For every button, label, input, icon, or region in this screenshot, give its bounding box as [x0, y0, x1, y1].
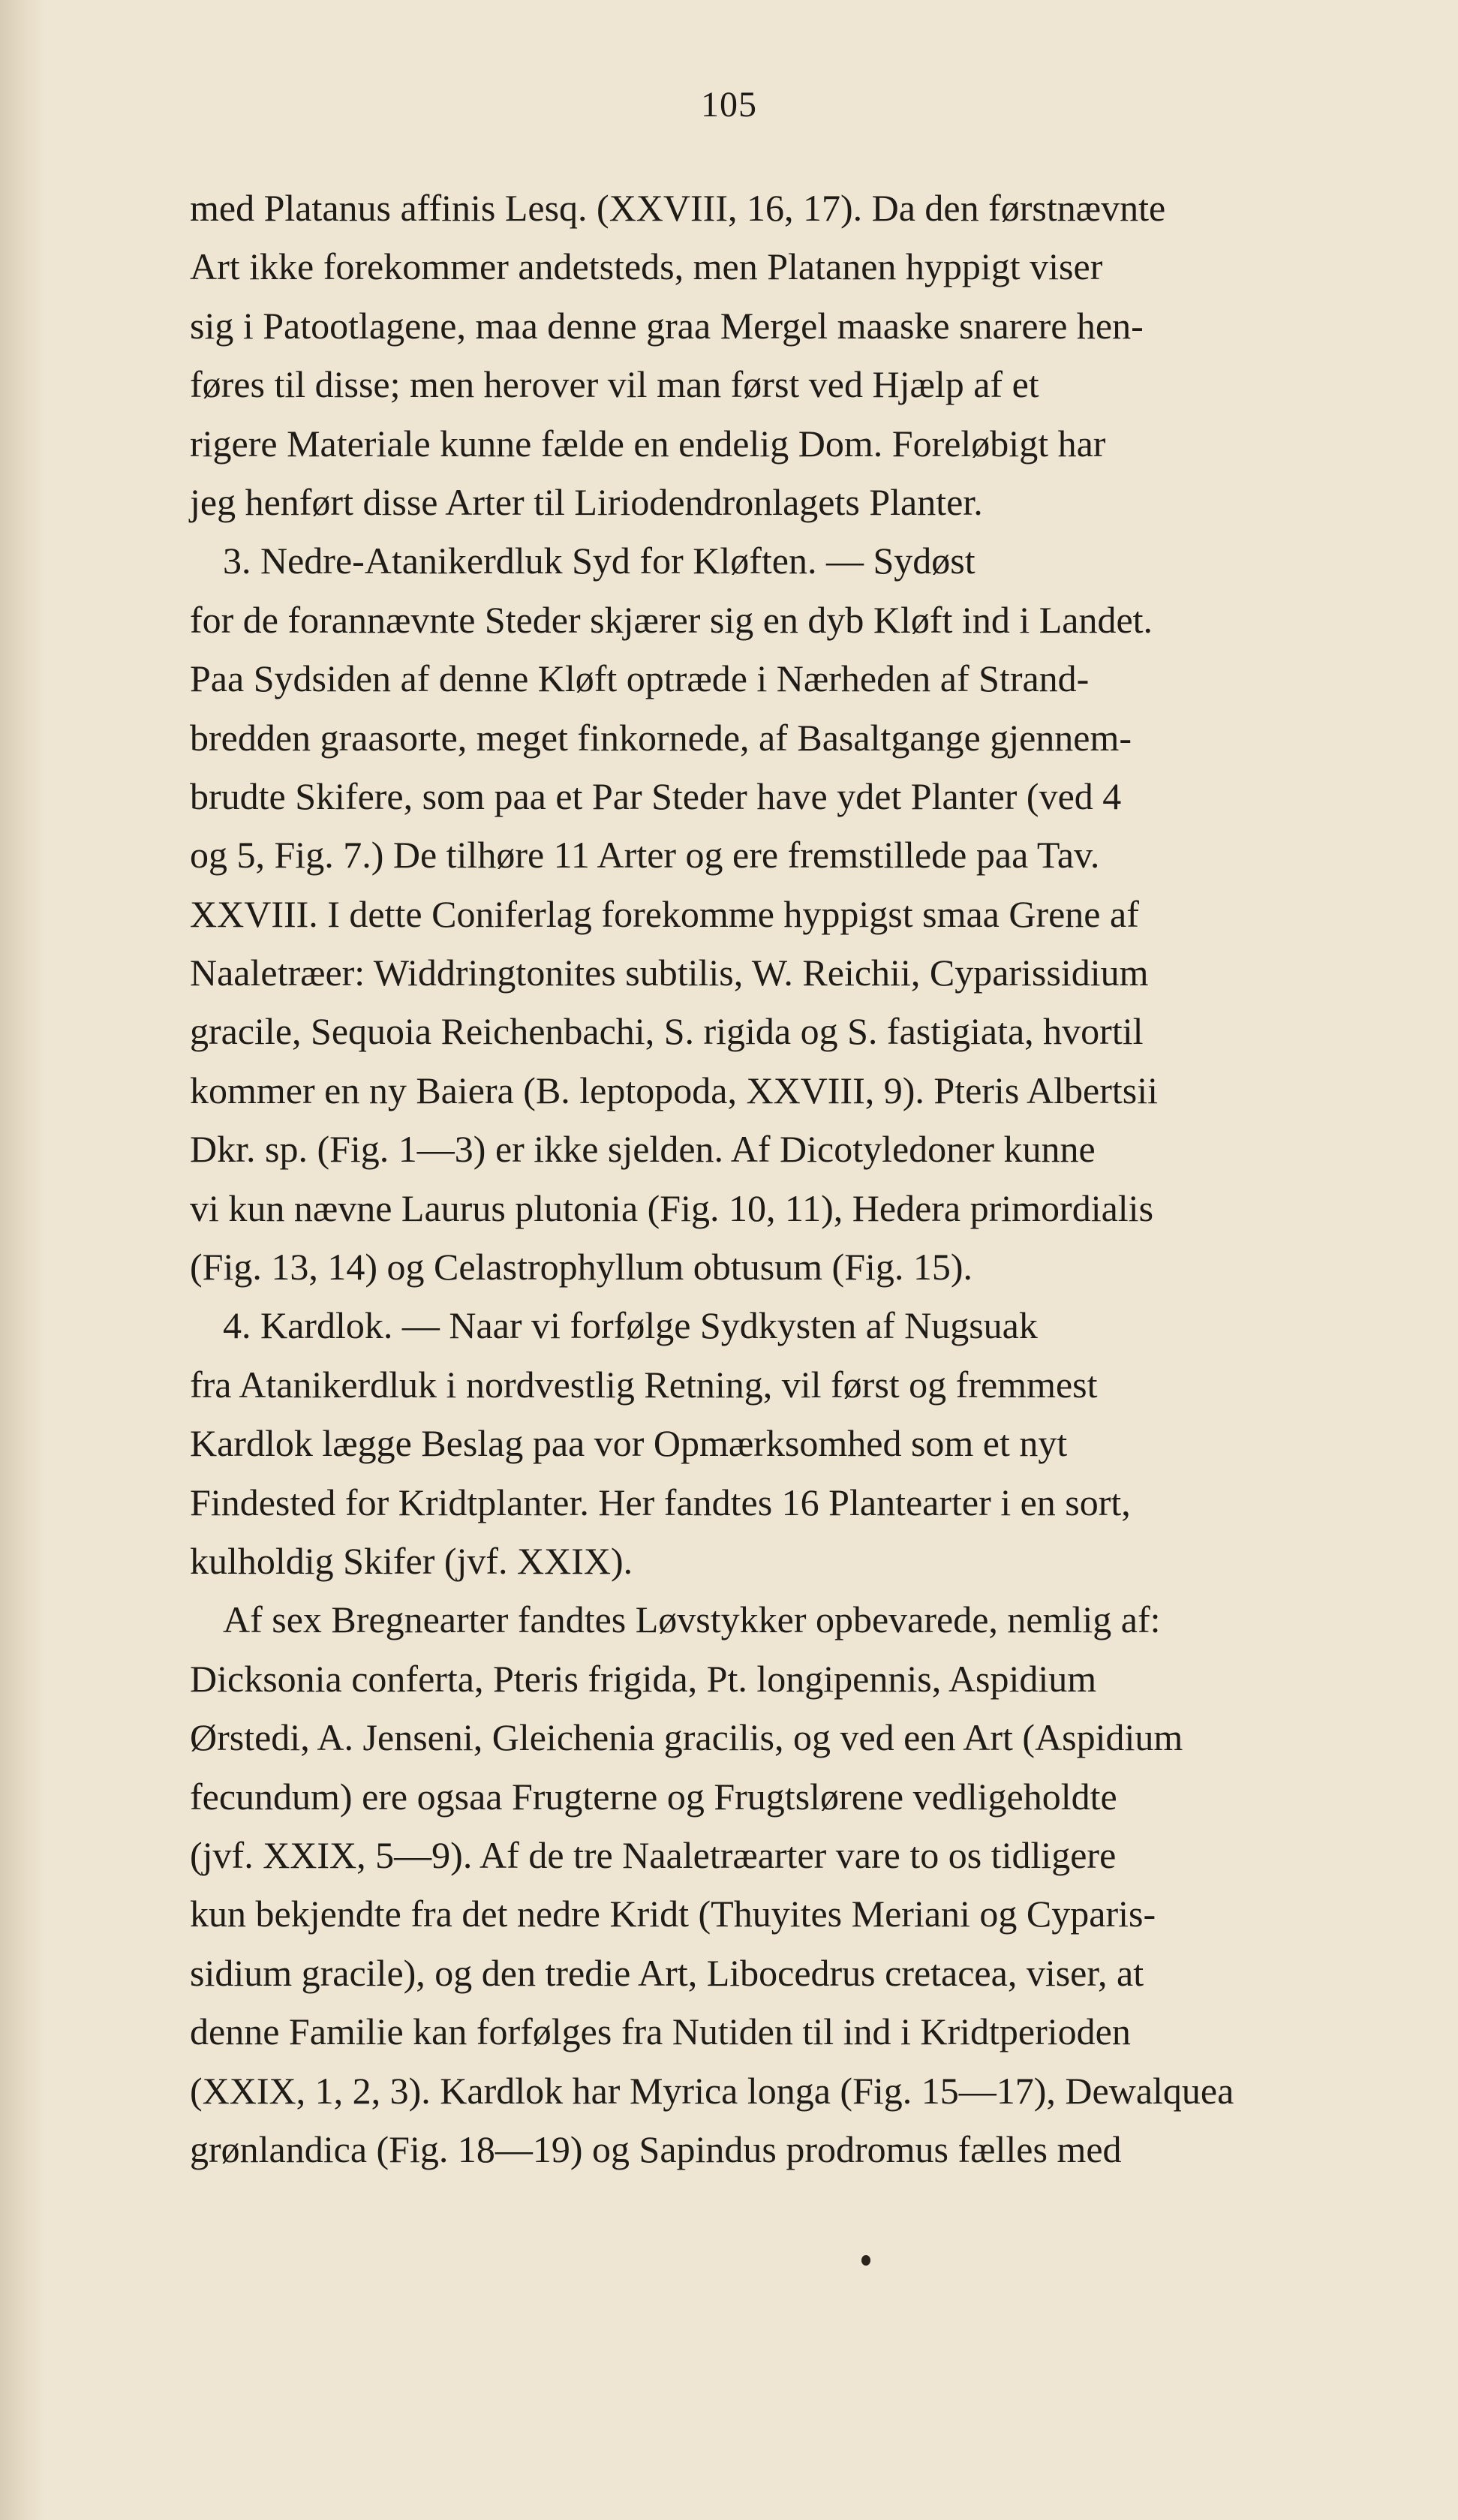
text-line: (Fig. 13, 14) og Celastrophyllum obtusum (Fig. 15). [190, 1246, 973, 1289]
text-line: brudte Skifere, som paa et Par Steder have ydet Planter (ved 4 [190, 774, 1122, 817]
text-line: jeg henført disse Arter til Liriodendronlagets Planter. [190, 480, 983, 523]
text-line: rigere Materiale kunne fælde en endelig Dom. Foreløbigt har [190, 422, 1106, 465]
text-line: grønlandica (Fig. 18—19) og Sapindus prodromus fælles med [190, 2128, 1122, 2170]
text-line: sidium gracile), og den tredie Art, Libocedrus cretacea, viser, at [190, 1951, 1144, 1994]
text-line: Findested for Kridtplanter. Her fandtes 16 Plantearter i en sort, [190, 1481, 1131, 1523]
page-edge-shadow [0, 0, 45, 2520]
text-line: fecundum) ere ogsaa Frugterne og Frugtslørene vedligeholdte [190, 1775, 1117, 1818]
text-line: med Platanus affinis Lesq. (XXVIII, 16, 17). Da den førstnævnte [190, 187, 1166, 229]
text-line: for de forannævnte Steder skjærer sig en dyb Kløft ind i Landet. [190, 598, 1153, 641]
text-line: XXVIII. I dette Coniferlag forekomme hyppigst smaa Grene af [190, 892, 1139, 935]
text-line: kun bekjendte fra det nedre Kridt (Thuyites Meriani og Cyparis- [190, 1893, 1156, 1935]
text-line: Paa Sydsiden af denne Kløft optræde i Nærheden af Strand- [190, 657, 1090, 700]
text-line: gracile, Sequoia Reichenbachi, S. rigida og S. fastigiata, hvortil [190, 1010, 1144, 1053]
text-line: (jvf. XXIX, 5—9). Af de tre Naaletræarter vare to os tidligere [190, 1833, 1117, 1876]
page-number: 105 [701, 85, 757, 125]
text-line: vi kun nævne Laurus plutonia (Fig. 10, 11), Hedera primordialis [190, 1186, 1154, 1229]
text-line: Art ikke forekommer andetsteds, men Platanen hyppigt viser [190, 245, 1103, 288]
text-line: kulholdig Skifer (jvf. XXIX). [190, 1539, 633, 1582]
text-line: og 5, Fig. 7.) De tilhøre 11 Arter og ere fremstillede paa Tav. [190, 834, 1100, 877]
paragraph-start-line: Af sex Bregnearter fandtes Løvstykker opbevarede, nemlig af: [223, 1598, 1161, 1641]
text-line: føres til disse; men herover vil man først ved Hjælp af et [190, 363, 1039, 406]
text-line: (XXIX, 1, 2, 3). Kardlok har Myrica longa (Fig. 15—17), Dewalquea [190, 2069, 1234, 2112]
text-line: bredden graasorte, meget finkornede, af Basaltgange gjennem- [190, 716, 1132, 759]
text-line: Kardlok lægge Beslag paa vor Opmærksomhed som et nyt [190, 1422, 1068, 1465]
text-line: sig i Patootlagene, maa denne graa Mergel maaske snarere hen- [190, 304, 1144, 347]
section-heading-line: 3. Nedre-Atanikerdluk Syd for Kløften. — Sydøst [223, 540, 976, 582]
text-line: Ørstedi, A. Jenseni, Gleichenia gracilis, og ved een Art (Aspidium [190, 1716, 1183, 1759]
section-heading-line: 4. Kardlok. — Naar vi forfølge Sydkysten af Nugsuak [223, 1304, 1038, 1347]
text-line: denne Familie kan forfølges fra Nutiden til ind i Kridtperioden [190, 2010, 1131, 2053]
text-line: fra Atanikerdluk i nordvestlig Retning, vil først og fremmest [190, 1363, 1098, 1406]
ink-speck [861, 2255, 870, 2266]
text-line: Naaletræer: Widdringtonites subtilis, W. Reichii, Cyparissidium [190, 952, 1149, 994]
text-line: Dicksonia conferta, Pteris frigida, Pt. longipennis, Aspidium [190, 1657, 1097, 1700]
text-line: kommer en ny Baiera (B. leptopoda, XXVIII, 9). Pteris Albertsii [190, 1069, 1158, 1111]
body-text [190, 179, 1289, 2179]
text-line: Dkr. sp. (Fig. 1—3) er ikke sjelden. Af Dicotyledoner kunne [190, 1128, 1096, 1171]
